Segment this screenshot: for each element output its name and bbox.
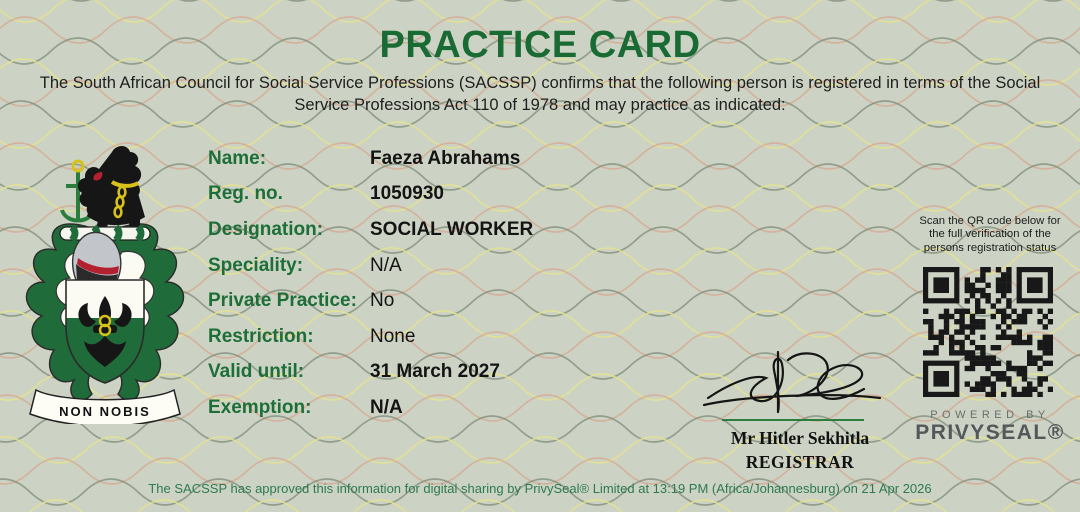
field-value: 1050930 [370, 183, 444, 205]
registrar-signature-icon [700, 348, 890, 418]
field-label: Designation: [208, 218, 324, 240]
field-value: SOCIAL WORKER [370, 218, 534, 240]
field-value: Faeza Abrahams [370, 147, 521, 169]
registrar-title: REGISTRAR [745, 452, 855, 472]
field-label: Exemption: [208, 396, 312, 418]
field-row-reg-no [208, 177, 533, 213]
field-label: Restriction: [208, 325, 314, 347]
sacssp-coat-of-arms-icon [16, 130, 194, 424]
subtitle-line-2: Service Professions Act 110 of 1978 and may practice as indicated: [294, 95, 786, 114]
crest-banner [30, 390, 180, 424]
field-label: Private Practice: [208, 290, 357, 312]
registrar-name: Mr Hitler Sekhitla [730, 428, 870, 448]
field-value: None [370, 325, 416, 347]
field-value: 31 March 2027 [370, 361, 500, 383]
signature-underline [722, 419, 864, 421]
field-row-exemption [208, 390, 533, 426]
field-row-designation [208, 212, 533, 248]
approval-footer: The SACSSP has approved this information for digital sharing by PrivySeal® Limited at 13:19 PM (Africa/Johannesburg) on 21 Apr 2026 [148, 481, 932, 496]
qr-instruction-text: Scan the QR code below for the full verification of the persons registration status [919, 215, 1061, 254]
field-label: Valid until: [208, 361, 305, 383]
powered-by-label: POWERED BY [930, 409, 1050, 421]
subtitle-line-1: The South African Council for Social Service Professions (SACSSP) confirms that the following person is registered in terms of the Social [39, 74, 1041, 92]
field-label: Name: [208, 147, 267, 169]
privyseal-logo: PRIVYSEAL® [915, 421, 1065, 444]
field-value: N/A [370, 396, 403, 418]
page-title: PRACTICE CARD [379, 24, 701, 66]
field-row-speciality [208, 248, 533, 284]
qr-code [923, 267, 1053, 397]
field-row-valid-until [208, 355, 533, 391]
field-row-restriction [208, 319, 533, 355]
crest-motto: NON NOBIS [59, 404, 151, 419]
field-label: Reg. no. [208, 183, 283, 205]
field-value: No [370, 290, 395, 312]
field-row-name [208, 141, 533, 177]
field-value: N/A [370, 254, 402, 276]
field-row-private-practice [208, 283, 533, 319]
registration-fields [208, 141, 533, 426]
field-label: Speciality: [208, 254, 304, 276]
card-subtitle [0, 73, 1080, 116]
